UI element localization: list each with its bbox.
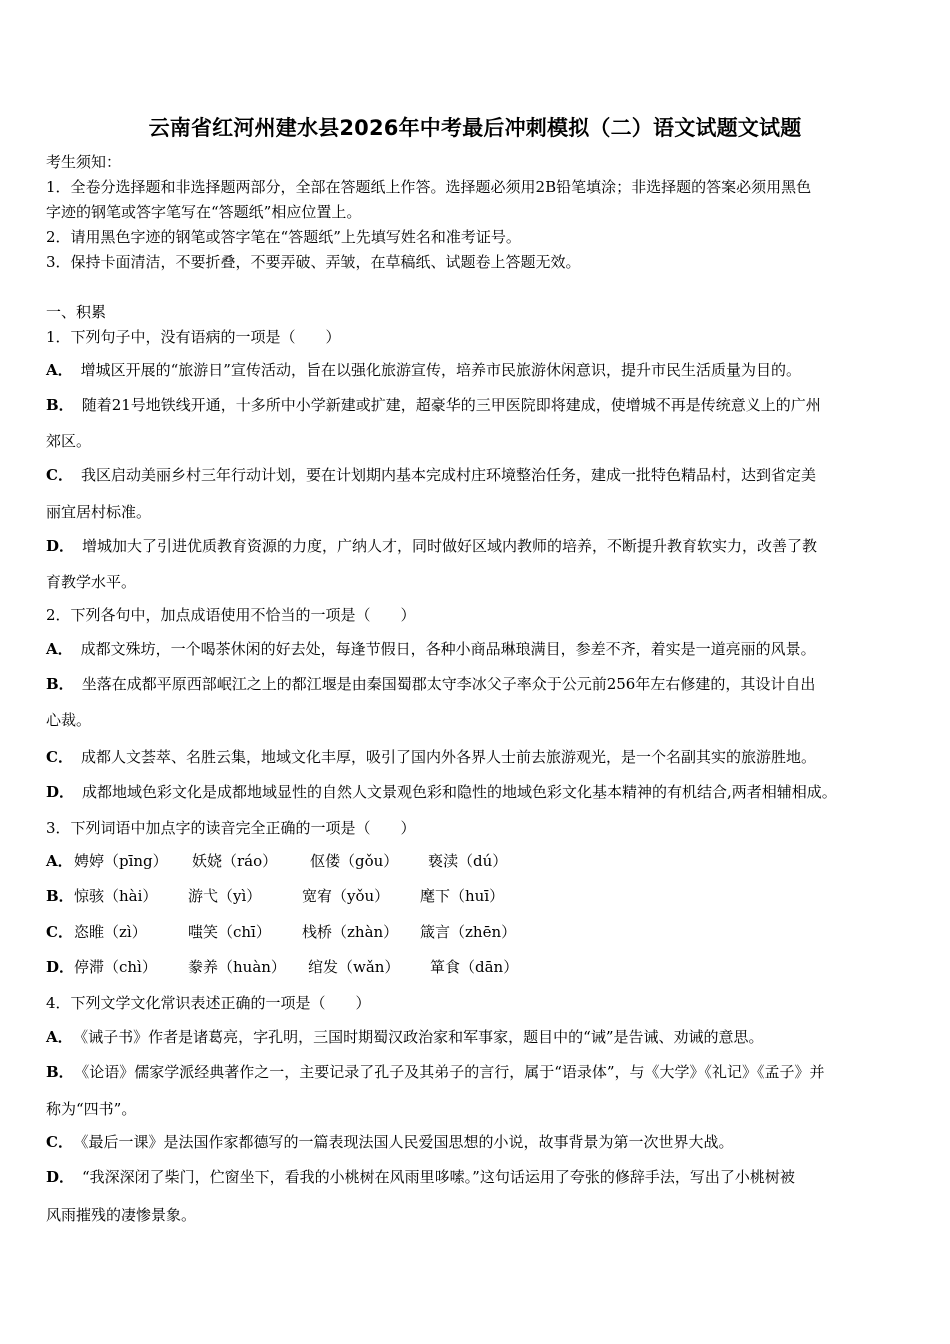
option-word: 麾下（huī） <box>420 887 505 905</box>
option-text: 成都地域色彩文化是成都地域显性的自然人文景观色彩和隐性的地域色彩文化基本精神的有机结合,两者相辅相成。 <box>82 783 837 801</box>
option-text: 《诫子书》作者是诸葛亮，字孔明，三国时期蜀汉政治家和军事家，题目中的“诫”是告诫、劝诫的意思。 <box>80 1028 764 1046</box>
option-label: D． <box>46 958 75 976</box>
option-word: 停滞（chì） <box>74 958 157 976</box>
page-title: 云南省红河州建水县2026年中考最后冲刺模拟（二）语文试题文试题 <box>148 116 802 140</box>
q3-option-d <box>46 957 910 977</box>
option-word: 箴言（zhēn） <box>420 923 517 941</box>
option-text: 坐落在成都平原西部岷江之上的都江堰是由秦国蜀郡太守李冰父子率众于公元前256年左右修建的，其设计自出 <box>81 675 816 693</box>
option-word: 妖娆（ráo） <box>192 852 278 870</box>
q4-option-b-cont: 称为“四书”。 <box>46 1100 137 1118</box>
q2-option-b-cont: 心裁。 <box>46 711 92 729</box>
option-label: B． <box>46 396 74 414</box>
question-1-stem: 1．下列句子中，没有语病的一项是（ ） <box>46 328 341 346</box>
q4-option-b <box>46 1062 910 1082</box>
option-label: C． <box>46 923 73 941</box>
option-label: C． <box>46 1133 73 1151</box>
q2-option-c <box>46 747 910 767</box>
notice-item: 3．保持卡面清洁，不要折叠，不要弄破、弄皱，在草稿纸、试题卷上答题无效。 <box>46 253 581 271</box>
q2-option-b <box>46 674 910 694</box>
option-text: 随着21号地铁线开通，十多所中小学新建或扩建，超豪华的三甲医院即将建成，使增城不再是传统意义上的广州 <box>81 396 821 414</box>
q4-option-d <box>46 1167 910 1187</box>
q1-option-d-cont: 育教学水平。 <box>46 573 137 591</box>
option-text: 成都文殊坊，一个喝茶休闲的好去处，每逢节假日，各种小商品琳琅满目，参差不齐，着实是一道亮丽的风景。 <box>80 640 816 658</box>
option-word: 嗤笑（chī） <box>188 923 271 941</box>
q1-option-c <box>46 465 910 485</box>
option-label: C． <box>46 748 73 766</box>
option-label: B． <box>46 1063 74 1081</box>
option-word: 豢养（huàn） <box>188 958 286 976</box>
notice-item: 1．全卷分选择题和非选择题两部分，全部在答题纸上作答。选择题必须用2B铅笔填涂；非选择题的答案必须用黑色 <box>46 178 812 196</box>
question-3-stem: 3．下列词语中加点字的读音完全正确的一项是（ ） <box>46 819 416 837</box>
option-word: 恣睢（zì） <box>74 923 147 941</box>
option-label: A． <box>46 361 73 379</box>
option-label: A． <box>46 1028 73 1046</box>
option-label: B． <box>46 887 74 905</box>
option-word: 栈桥（zhàn） <box>302 923 399 941</box>
q3-option-a <box>46 851 910 871</box>
option-label: D． <box>46 1168 75 1186</box>
option-word: 游弋（yì） <box>188 887 262 905</box>
option-text: “我深深闭了柴门，伫窗坐下，看我的小桃树在风雨里哆嗦。”这句话运用了夸张的修辞手法，写出了小桃树被 <box>82 1168 795 1186</box>
option-label: C． <box>46 466 73 484</box>
option-label: A． <box>46 852 73 870</box>
option-word: 亵渎（dú） <box>428 852 508 870</box>
option-word: 伛偻（gǒu） <box>310 852 399 870</box>
q1-option-d <box>46 536 910 556</box>
option-text: 《论语》儒家学派经典著作之一，主要记录了孔子及其弟子的言行，属于“语录体”，与《大学》《礼记》《孟子》并 <box>81 1063 825 1081</box>
q3-option-b <box>46 886 910 906</box>
notice-item: 字迹的钢笔或答字笔写在“答题纸”相应位置上。 <box>46 203 362 221</box>
q3-option-c <box>46 922 910 942</box>
q2-option-d <box>46 782 910 802</box>
question-2-stem: 2．下列各句中，加点成语使用不恰当的一项是（ ） <box>46 606 416 624</box>
option-label: D． <box>46 783 75 801</box>
q4-option-a <box>46 1027 910 1047</box>
q1-option-b-cont: 郊区。 <box>46 432 92 450</box>
option-text: 增城加大了引进优质教育资源的力度，广纳人才，同时做好区域内教师的培养，不断提升教育软实力，改善了教 <box>82 537 818 555</box>
option-text: 增城区开展的“旅游日”宣传活动，旨在以强化旅游宣传，培养市民旅游休闲意识，提升市民生活质量为目的。 <box>80 361 801 379</box>
q2-option-a <box>46 639 910 659</box>
question-4-stem: 4．下列文学文化常识表述正确的一项是（ ） <box>46 994 371 1012</box>
notice-item: 2．请用黑色字迹的钢笔或答字笔在“答题纸”上先填写姓名和准考证号。 <box>46 228 521 246</box>
option-label: A． <box>46 640 73 658</box>
q4-option-d-cont: 风雨摧残的凄惨景象。 <box>46 1206 197 1224</box>
q1-option-a <box>46 360 910 380</box>
q1-option-c-cont: 丽宜居村标准。 <box>46 503 152 521</box>
option-label: D． <box>46 537 75 555</box>
option-word: 绾发（wǎn） <box>308 958 400 976</box>
option-label: B． <box>46 675 74 693</box>
section-heading: 一、积累 <box>46 303 107 321</box>
q4-option-c <box>46 1132 910 1152</box>
notice-heading: 考生须知： <box>46 153 122 171</box>
option-text: 成都人文荟萃、名胜云集，地域文化丰厚，吸引了国内外各界人士前去旅游观光，是一个名副其实的旅游胜地。 <box>80 748 816 766</box>
q1-option-b <box>46 395 910 415</box>
option-text: 我区启动美丽乡村三年行动计划，要在计划期内基本完成村庄环境整治任务，建成一批特色精品村，达到省定美 <box>80 466 816 484</box>
option-word: 箪食（dān） <box>430 958 519 976</box>
option-word: 宽宥（yǒu） <box>302 887 390 905</box>
option-text: 《最后一课》是法国作家都德写的一篇表现法国人民爱国思想的小说，故事背景为第一次世界大战。 <box>80 1133 734 1151</box>
option-word: 娉婷（pīng） <box>74 852 168 870</box>
option-word: 惊骇（hài） <box>74 887 158 905</box>
